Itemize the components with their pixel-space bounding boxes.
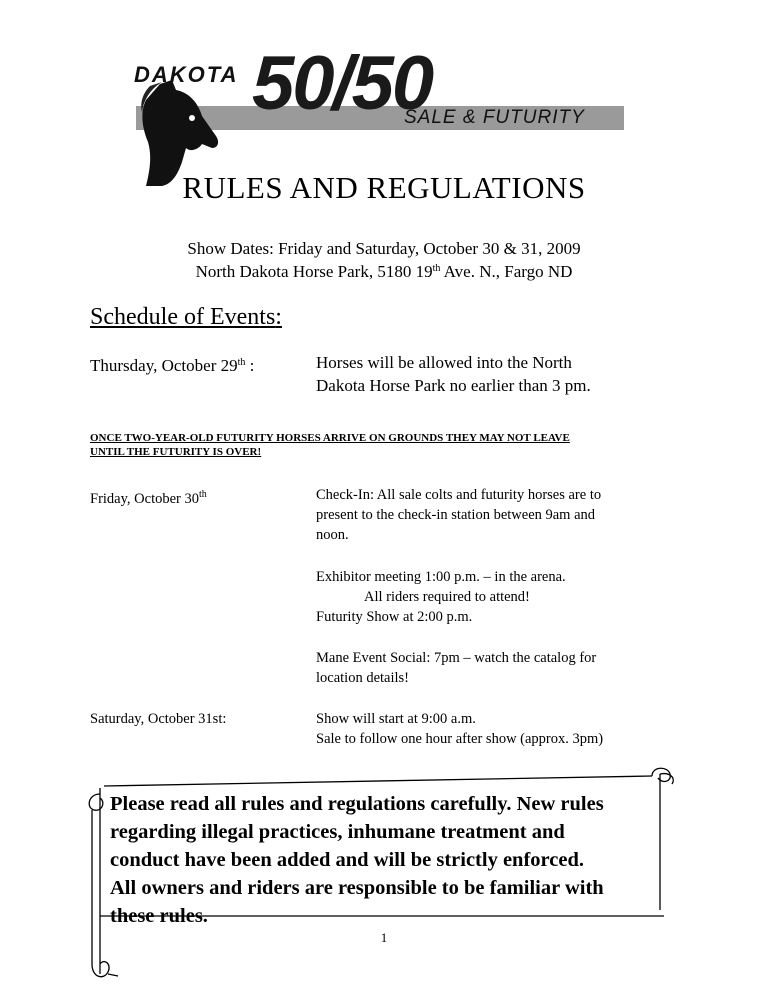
notice-line-2: regarding illegal practices, inhumane treatment and — [110, 821, 565, 843]
friday-social-2: location details! — [316, 670, 410, 686]
thursday-sup: th — [237, 357, 246, 368]
thursday-line-1: Horses will be allowed into the North — [316, 353, 572, 372]
logo-fifty-fifty-text: 50/50 — [252, 41, 433, 126]
logo-dakota-text: DAKOTA — [134, 62, 239, 87]
notice-line-1: Please read all rules and regulations carefully. New rules — [110, 793, 604, 815]
notice-text — [110, 790, 670, 930]
friday-label — [90, 485, 207, 509]
friday-meeting: Exhibitor meeting 1:00 p.m. – in the arena. — [316, 569, 566, 585]
schedule-heading — [90, 304, 282, 331]
futurity-warning — [90, 431, 670, 459]
notice-line-3: conduct have been added and will be strictly enforced. — [110, 849, 584, 871]
thursday-label — [90, 352, 254, 377]
friday-checkin-2: present to the check-in station between 9am and — [316, 507, 596, 523]
friday-checkin-3: noon. — [316, 527, 349, 543]
friday-checkin-1: Check-In: All sale colts and futurity horses are to — [316, 487, 602, 503]
location-text: North Dakota Horse Park, 5180 19 — [195, 262, 433, 281]
friday-day: Friday, October 30 — [90, 491, 199, 507]
notice-line-5: these rules. — [110, 905, 208, 927]
dakota-5050-logo — [128, 41, 628, 178]
friday-social-1: Mane Event Social: 7pm – watch the catalog for — [316, 650, 597, 666]
friday-riders: All riders required to attend! — [364, 589, 530, 605]
page-number: 1 — [380, 930, 388, 945]
location-sup: th — [432, 263, 441, 274]
warning-line-2: UNTIL THE FUTURITY IS OVER! — [90, 446, 262, 458]
friday-sup: th — [199, 489, 207, 500]
schedule-heading-text: Schedule of Events — [90, 304, 276, 330]
show-dates: Show Dates: Friday and Saturday, October 30 & 31, 2009 — [187, 239, 581, 258]
logo-sale-futurity-text: SALE & FUTURITY — [404, 107, 585, 128]
thursday-line-2: Dakota Horse Park no earlier than 3 pm. — [316, 376, 591, 395]
saturday-line-1: Show will start at 9:00 a.m. — [316, 711, 476, 727]
warning-line-1: ONCE TWO-YEAR-OLD FUTURITY HORSES ARRIVE ON GROUNDS THEY MAY NOT LEAVE — [90, 432, 570, 444]
notice-line-4: All owners and riders are responsible to be familiar with — [110, 877, 604, 899]
saturday-line-2: Sale to follow one hour after show (approx. 3pm) — [316, 731, 604, 747]
saturday-label: Saturday, October 31st: — [90, 711, 227, 727]
thursday-day-after: : — [245, 356, 255, 375]
thursday-day: Thursday, October 29 — [90, 356, 238, 375]
show-location — [0, 262, 768, 282]
location-text-after: Ave. N., Fargo ND — [440, 262, 573, 281]
friday-futurity: Futurity Show at 2:00 p.m. — [316, 609, 473, 625]
page-title: RULES AND REGULATIONS — [182, 170, 586, 205]
schedule-heading-colon: : — [275, 304, 282, 330]
